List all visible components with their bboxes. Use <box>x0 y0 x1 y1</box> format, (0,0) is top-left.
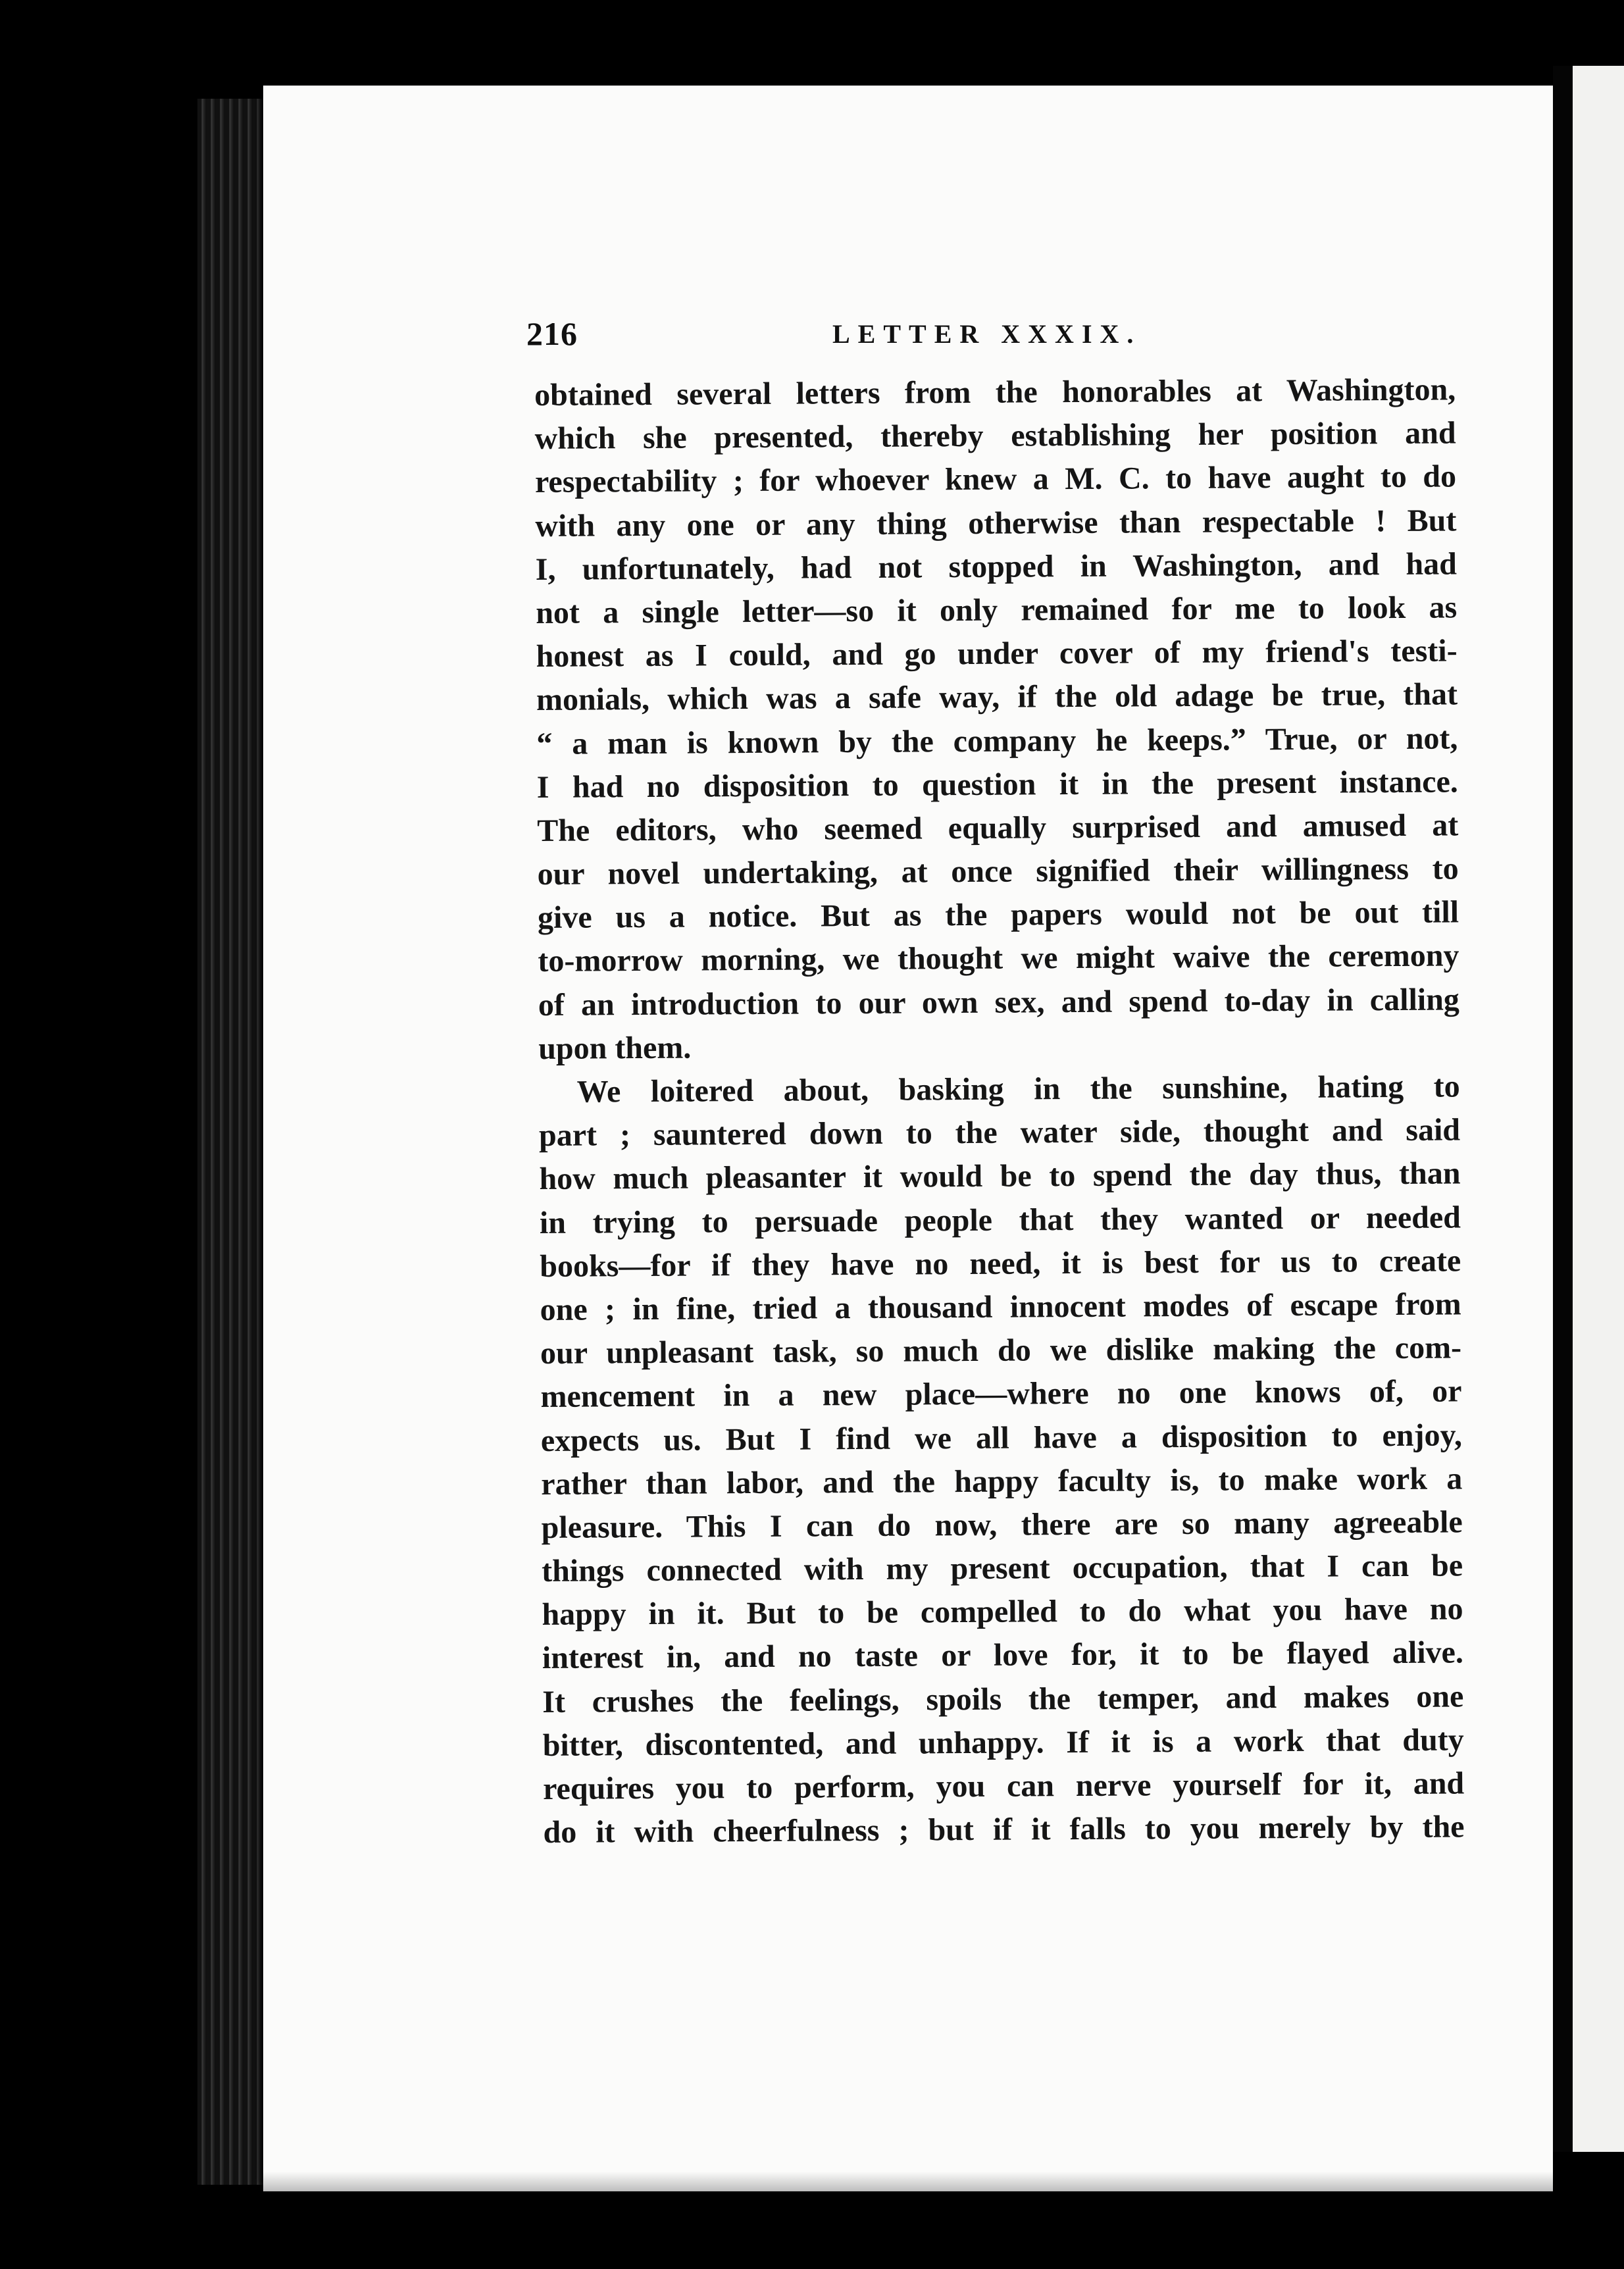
text-line: happy in it. But to be compelled to do what you have no <box>542 1591 1463 1633</box>
book-gutter <box>1553 66 1573 2152</box>
text-line: give us a notice. But as the papers would not be out till <box>537 894 1459 936</box>
text-line: books—for if they have no need, it is best for us to create <box>540 1243 1461 1284</box>
chapter-title: LETTER XXXIX. <box>832 319 1142 349</box>
text-line: monials, which was a safe way, if the old adage be true, that <box>536 676 1458 718</box>
page-number: 216 <box>526 315 578 352</box>
running-head <box>526 315 1500 361</box>
text-line: of an introduction to our own sex, and spend to-day in calling <box>538 982 1459 1023</box>
text-line: I had no disposition to question it in the present instance. <box>536 764 1458 805</box>
body-text <box>534 368 1465 1854</box>
text-line: respectability ; for whoever knew a M. C. to have aught to do <box>534 459 1457 500</box>
text-line: in trying to persuade people that they wanted or needed <box>539 1199 1461 1240</box>
text-line: I, unfortunately, had not stopped in Washington, and had <box>535 546 1457 587</box>
text-line: our unpleasant task, so much do we dislike making the com- <box>540 1330 1462 1371</box>
text-line: We loitered about, basking in the sunshine, hating to <box>576 1069 1460 1109</box>
text-line: interest in, and no taste or love for, it to be flayed alive. <box>542 1635 1464 1676</box>
text-line: pleasure. This I can do now, there are so many agreeable <box>541 1504 1463 1545</box>
text-line: “ a man is known by the company he keeps.” True, or not, <box>536 720 1458 761</box>
text-line: mencement in a new place—where no one knows of, or <box>540 1373 1462 1415</box>
text-line: expects us. But I find we all have a disposition to enjoy, <box>540 1417 1463 1458</box>
text-line: not a single letter—so it only remained for me to look as <box>536 590 1458 630</box>
text-line: obtained several letters from the honorables at Washington, <box>534 372 1456 413</box>
text-line: which she presented, thereby establishing her position and <box>534 415 1456 457</box>
text-line: one ; in fine, tried a thousand innocent modes of escape from <box>540 1287 1461 1327</box>
text-line: honest as I could, and go under cover of my friend's testi- <box>536 633 1458 675</box>
text-line: to-morrow morning, we thought we might waive the ceremony <box>538 938 1459 979</box>
text-line: requires you to perform, you can nerve yourself for it, and <box>542 1766 1465 1806</box>
facing-page-edge <box>1573 66 1624 2152</box>
text-line: part ; sauntered down to the water side, thought and said <box>538 1112 1461 1154</box>
text-line: how much pleasanter it would be to spend the day thus, than <box>539 1156 1461 1197</box>
text-line: bitter, discontented, and unhappy. If it is a work that duty <box>542 1722 1464 1763</box>
page-bottom-shadow <box>263 2172 1553 2191</box>
text-line: things connected with my present occupation, that I can be <box>541 1548 1463 1589</box>
text-line: upon them. <box>538 1030 692 1066</box>
text-line: our novel undertaking, at once signified their willingness to <box>537 851 1459 892</box>
text-line: The editors, who seemed equally surprised and amused at <box>537 807 1459 848</box>
text-line: do it with cheerfulness ; but if it falls to you merely by the <box>543 1809 1465 1850</box>
text-line: It crushes the feelings, spoils the temper, and makes one <box>542 1679 1464 1720</box>
text-line: with any one or any thing otherwise than respectable ! But <box>535 503 1457 544</box>
text-line: rather than labor, and the happy faculty is, to make work a <box>541 1461 1463 1502</box>
